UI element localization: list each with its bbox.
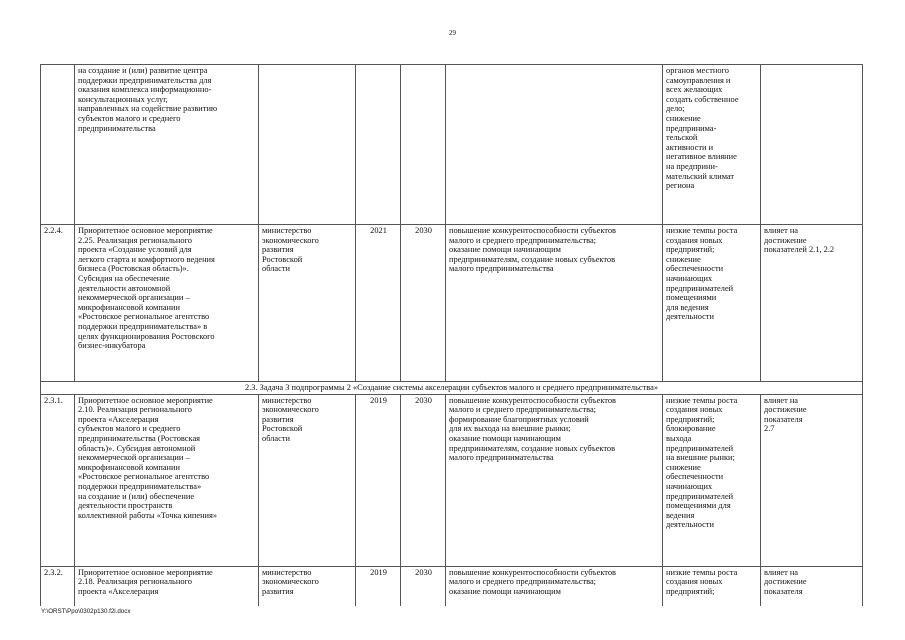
table-row bbox=[41, 394, 863, 566]
table-body bbox=[41, 65, 863, 607]
start-year-cell bbox=[356, 65, 401, 225]
start-year-cell: 2019 bbox=[356, 566, 401, 606]
executor-cell: министерство экономического развития bbox=[259, 566, 356, 606]
end-year-cell: 2030 bbox=[401, 394, 446, 566]
expected-result-cell bbox=[446, 65, 663, 225]
consequences-cell: низкие темпы роста создания новых предприятий; снижение обеспеченности начинающих предпринимателей помещениями для ведения деятельности bbox=[663, 225, 761, 382]
executor-cell: министерство экономического развития Ростовской области bbox=[259, 225, 356, 382]
start-year-cell: 2021 bbox=[356, 225, 401, 382]
activity-name-cell: Приоритетное основное мероприятие 2.18. Реализация регионального проекта «Акселерация bbox=[75, 566, 259, 606]
end-year-cell: 2030 bbox=[401, 225, 446, 382]
section-header-row bbox=[41, 382, 863, 395]
table-row bbox=[41, 566, 863, 606]
influence-cell bbox=[761, 65, 863, 225]
page-number: 29 bbox=[449, 29, 456, 37]
end-year-cell bbox=[401, 65, 446, 225]
expected-result-cell: повышение конкурентоспособности субъектов малого и среднего предпринимательства; оказание помощи начинающим bbox=[446, 566, 663, 606]
program-table bbox=[40, 64, 863, 606]
activity-name-cell: на создание и (или) развитие центра поддержки предпринимательства для оказания комплекса информационно- консультационных услуг, направленных на содействие развитию субъектов малого и среднего предпринимательства bbox=[75, 65, 259, 225]
influence-cell: влияет на достижение показателя bbox=[761, 566, 863, 606]
influence-cell: влияет на достижение показателя 2.7 bbox=[761, 394, 863, 566]
consequences-cell: низкие темпы роста создания новых предприятий; блокирование выхода предпринимателей на внешние рынки; снижение обеспеченности начинающих предпринимателей помещениями для ведения деятельности bbox=[663, 394, 761, 566]
start-year-cell: 2019 bbox=[356, 394, 401, 566]
table-row bbox=[41, 225, 863, 382]
row-number-cell bbox=[41, 65, 75, 225]
consequences-cell: органов местного самоуправления и всех желающих создать собственное дело; снижение предпринима- тельской активности и негативное влияние на предприни- мательский климат региона bbox=[663, 65, 761, 225]
activity-name-cell: Приоритетное основное мероприятие 2.25. Реализация регионального проекта «Создание условий для легкого старта и комфортного ведения бизнеса (Ростовская область)». Субсидия на обеспечение деятельности автономной некоммерческой организации – микрофинансовой компании «Ростовское региональное агентство поддержки предпринимательства» в целях функционирования Ростовского бизнес-инкубатора bbox=[75, 225, 259, 382]
section-header-cell: 2.3. Задача 3 подпрограммы 2 «Создание системы акселерации субъектов малого и среднего предпринимательства» bbox=[41, 382, 863, 395]
footer-file-path: Y:\ORST\Ppo\0302p130.f2l.docx bbox=[41, 608, 131, 615]
consequences-cell: низкие темпы роста создания новых предприятий; bbox=[663, 566, 761, 606]
end-year-cell: 2030 bbox=[401, 566, 446, 606]
executor-cell bbox=[259, 65, 356, 225]
row-number-cell: 2.2.4. bbox=[41, 225, 75, 382]
expected-result-cell: повышение конкурентоспособности субъектов малого и среднего предпринимательства; оказание помощи начинающим предпринимателям, создание новых субъектов малого предпринимательства bbox=[446, 225, 663, 382]
row-number-cell: 2.3.2. bbox=[41, 566, 75, 606]
executor-cell: министерство экономического развития Ростовской области bbox=[259, 394, 356, 566]
row-number-cell: 2.3.1. bbox=[41, 394, 75, 566]
table-row bbox=[41, 65, 863, 225]
expected-result-cell: повышение конкурентоспособности субъектов малого и среднего предпринимательства; формирование благоприятных условий для их выхода на внешние рынки; оказание помощи начинающим предпринимателям, создание новых субъектов малого предпринимательства bbox=[446, 394, 663, 566]
activity-name-cell: Приоритетное основное мероприятие 2.10. Реализация регионального проекта «Акселерация субъектов малого и среднего предпринимательства (Ростовская область)». Субсидия автономной некоммерческой организации – микрофинансовой компании «Ростовское региональное агентство поддержки предпринимательства» на создание и (или) обеспечение деятельности пространств коллективной работы «Точка кипения» bbox=[75, 394, 259, 566]
influence-cell: влияет на достижение показателей 2.1, 2.2 bbox=[761, 225, 863, 382]
